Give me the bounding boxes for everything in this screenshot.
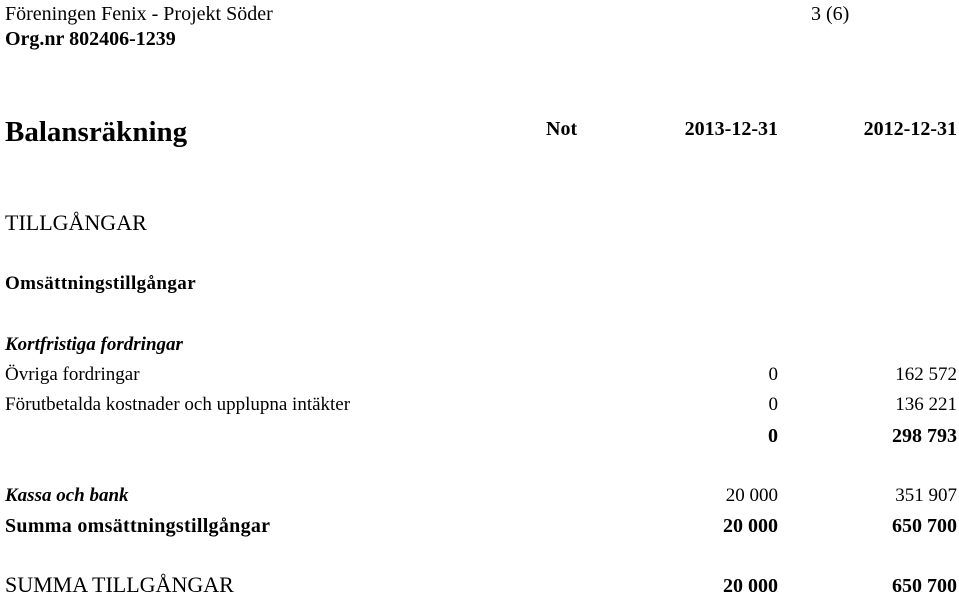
organization-name: Föreningen Fenix - Projekt Söder — [5, 3, 273, 25]
section-heading-assets: TILLGÅNGAR — [5, 210, 147, 235]
page-title: Balansräkning — [5, 116, 188, 148]
subsection-heading-current-assets: Omsättningstillgångar — [5, 273, 197, 294]
row-value-previous: 136 221 — [895, 394, 957, 415]
column-header-current-year: 2013-12-31 — [684, 118, 778, 140]
cash-value-previous: 351 907 — [895, 485, 957, 506]
group-heading-receivables: Kortfristiga fordringar — [5, 334, 183, 355]
current-assets-total-previous: 650 700 — [892, 515, 957, 537]
row-value-previous: 162 572 — [895, 364, 957, 385]
page-number: 3 (6) — [811, 3, 850, 25]
row-value-current: 0 — [768, 364, 778, 385]
row-value-current: 0 — [768, 394, 778, 415]
cash-value-current: 20 000 — [725, 485, 778, 506]
column-header-previous-year: 2012-12-31 — [863, 118, 957, 140]
cash-label: Kassa och bank — [5, 485, 129, 506]
subtotal-value-current: 0 — [768, 425, 778, 447]
column-header-note: Not — [546, 118, 578, 140]
organization-number: Org.nr 802406-1239 — [5, 28, 176, 50]
assets-total-previous: 650 700 — [892, 575, 957, 597]
row-label: Övriga fordringar — [5, 364, 140, 385]
current-assets-total-label: Summa omsättningstillgångar — [5, 515, 271, 537]
row-label: Förutbetalda kostnader och upplupna intäkter — [5, 394, 351, 415]
current-assets-total-current: 20 000 — [723, 515, 778, 537]
subtotal-value-previous: 298 793 — [892, 425, 957, 447]
assets-total-current: 20 000 — [723, 575, 778, 597]
assets-total-label: SUMMA TILLGÅNGAR — [5, 572, 234, 597]
